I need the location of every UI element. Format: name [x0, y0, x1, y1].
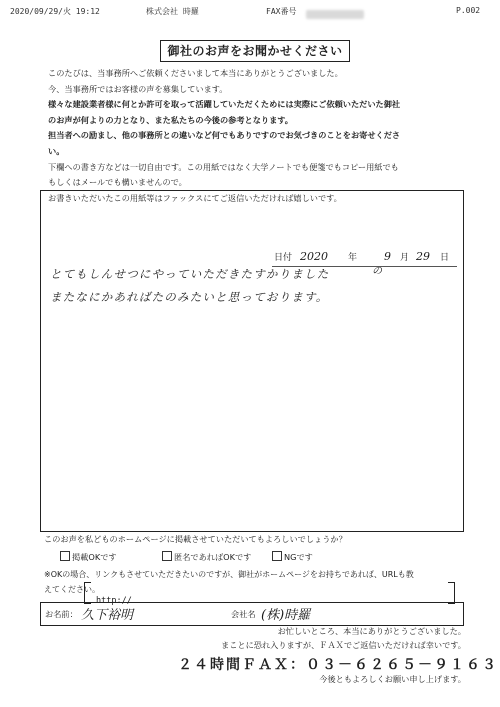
name-value[interactable]: 久下裕明	[81, 608, 134, 623]
option-anonymous-ok[interactable]	[162, 551, 251, 563]
comment-box[interactable]	[40, 190, 464, 532]
name-label: お名前：	[45, 609, 78, 619]
date-label: 日付	[274, 253, 293, 263]
date-day: 29	[416, 250, 430, 263]
intro-line: のお声が何よりの力となり、また私たちの今後の参考となります。	[48, 114, 293, 125]
page-title: 御社のお声をお聞かせください	[160, 40, 350, 62]
intro-line: お書きいただいたこの用紙等はファックスにてご返信いただければ嬉しいです。	[48, 192, 342, 203]
date-month: 9	[384, 250, 391, 263]
url-field-prefix[interactable]: http://	[96, 596, 132, 606]
checkbox[interactable]	[272, 551, 282, 561]
checkbox[interactable]	[60, 551, 70, 561]
intro-line: このたびは、当事務所へご依頼くださいまして本当にありがとうございました。	[48, 68, 343, 78]
handwritten-comment-line: またなにかあればたのみたいと思っております。	[50, 290, 329, 304]
fax-page-number: P.002	[456, 6, 481, 15]
date-year: 2020	[300, 250, 328, 263]
url-note-line: えてください。	[44, 585, 100, 594]
signature-row	[40, 602, 464, 626]
company-label: 会社名	[231, 609, 256, 619]
url-field-bracket-left	[84, 582, 91, 604]
consent-question: このお声を私どものホームページに掲載させていただいてもよろしいでしょうか？	[44, 534, 347, 544]
intro-line: 今、当事務所ではお客様の声を募集しています。	[48, 83, 228, 94]
closing-regards: 今後ともよろしくお願い申し上げます。	[319, 674, 466, 684]
option-publish-ok[interactable]	[60, 551, 117, 563]
intro-line: い。	[48, 145, 65, 156]
url-field-bracket-right	[448, 582, 455, 604]
checkbox[interactable]	[162, 551, 172, 561]
handwritten-comment-tail: の	[372, 266, 382, 277]
fax-datetime: 2020/09/29/火 19:12	[10, 7, 100, 16]
date-year-unit: 年	[348, 253, 358, 263]
option-label: 掲載OKです	[72, 552, 117, 562]
date-month-unit: 月	[400, 253, 410, 263]
intro-line: もしくはメールでも構いませんので。	[48, 177, 187, 188]
fax-number: ２４時間ＦＡＸ：０３－６２６５－９１６３	[178, 657, 498, 673]
closing-thanks: お忙しいところ、本当にありがとうございました。	[277, 626, 466, 636]
fax-header	[10, 6, 490, 20]
date-row	[272, 246, 457, 267]
date-day-unit: 日	[440, 253, 450, 263]
fax-sender: 株式会社 時羅	[146, 7, 199, 16]
option-label: NGです	[284, 552, 313, 562]
intro-line: 担当者への励まし、他の事務所との違いなど何でもありですのでお気づきのことをお寄せくださ	[48, 130, 401, 141]
closing-request: まことに恐れ入りますが、ＦＡＸでご返信いただければ幸いです。	[221, 640, 466, 650]
handwritten-comment-line: とてもしんせつにやっていただきたすかりました	[50, 267, 330, 281]
url-note	[44, 567, 474, 597]
option-label: 匿名であればOKです	[174, 552, 252, 562]
intro-line: 様々な建設業者様に何とか許可を取って活躍していただくためには実際にご依頼いただいた御社	[48, 99, 401, 110]
fax-number-label: FAX番号	[266, 7, 297, 16]
redacted-fax-number	[306, 10, 364, 19]
option-publish-ng[interactable]	[272, 551, 313, 563]
company-value[interactable]: (株)時羅	[261, 608, 311, 623]
intro-line: 下欄への書き方などは一切自由です。この用紙ではなく大学ノートでも便箋でもコピー用紙でも	[48, 161, 399, 172]
url-note-line: ※OKの場合、リンクもさせていただきたいのですが、御社がホームページをお持ちであれば、URLも教	[44, 570, 414, 579]
intro-text	[48, 66, 478, 206]
